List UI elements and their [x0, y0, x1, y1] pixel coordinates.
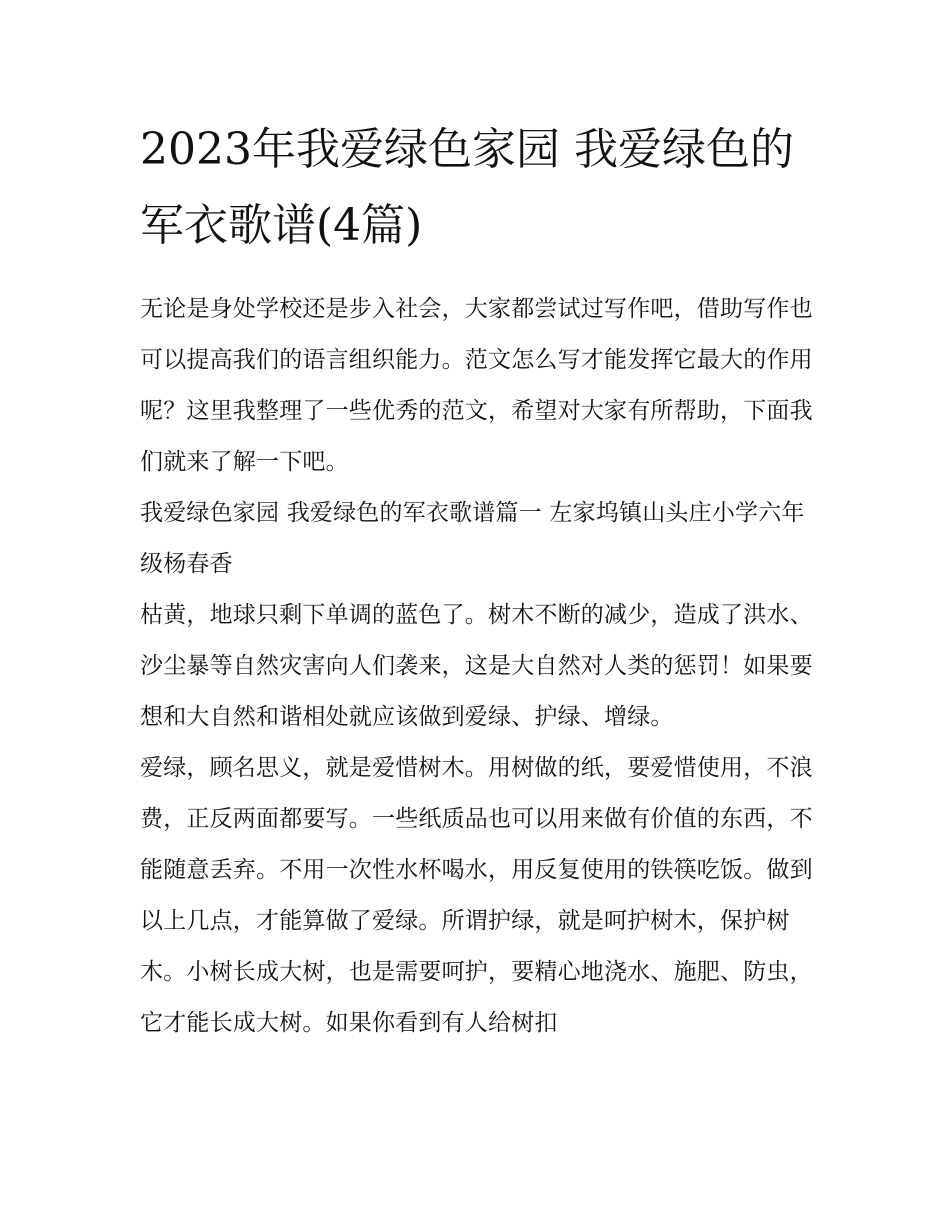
paragraph-body-1: 枯黄，地球只剩下单调的蓝色了。树木不断的减少，造成了洪水、沙尘暴等自然灾害向人们袭来，这是大自然对人类的惩罚！如果要想和大自然和谐相处就应该做到爱绿、护绿、增绿。 — [140, 602, 813, 730]
paragraph-intro: 无论是身处学校还是步入社会，大家都尝试过写作吧，借助写作也可以提高我们的语言组织能力。范文怎么写才能发挥它最大的作用呢？这里我整理了一些优秀的范文，希望对大家有所帮助，下面我们就来了解一下吧。 — [140, 296, 813, 475]
paragraph-body-2: 爱绿，顾名思义，就是爱惜树木。用树做的纸，要爱惜使用，不浪费，正反两面都要写。一些纸质品也可以用来做有价值的东西，不能随意丢弃。不用一次性水杯喝水，用反复使用的铁筷吃饭。做到以上几点，才能算做了爱绿。所谓护绿，就是呵护树木，保护树木。小树长成大树，也是需要呵护，要精心地浇水、施肥、防虫，它才能长成大树。如果你看到有人给树扣 — [140, 755, 813, 1036]
paragraph-heading-part-one: 我爱绿色家园 我爱绿色的军衣歌谱篇一 左家坞镇山头庄小学六年级杨春香 — [140, 500, 805, 577]
document-title: 2023年我爱绿色家园 我爱绿色的军衣歌谱(4篇) — [140, 124, 794, 251]
document-page — [140, 112, 815, 1049]
